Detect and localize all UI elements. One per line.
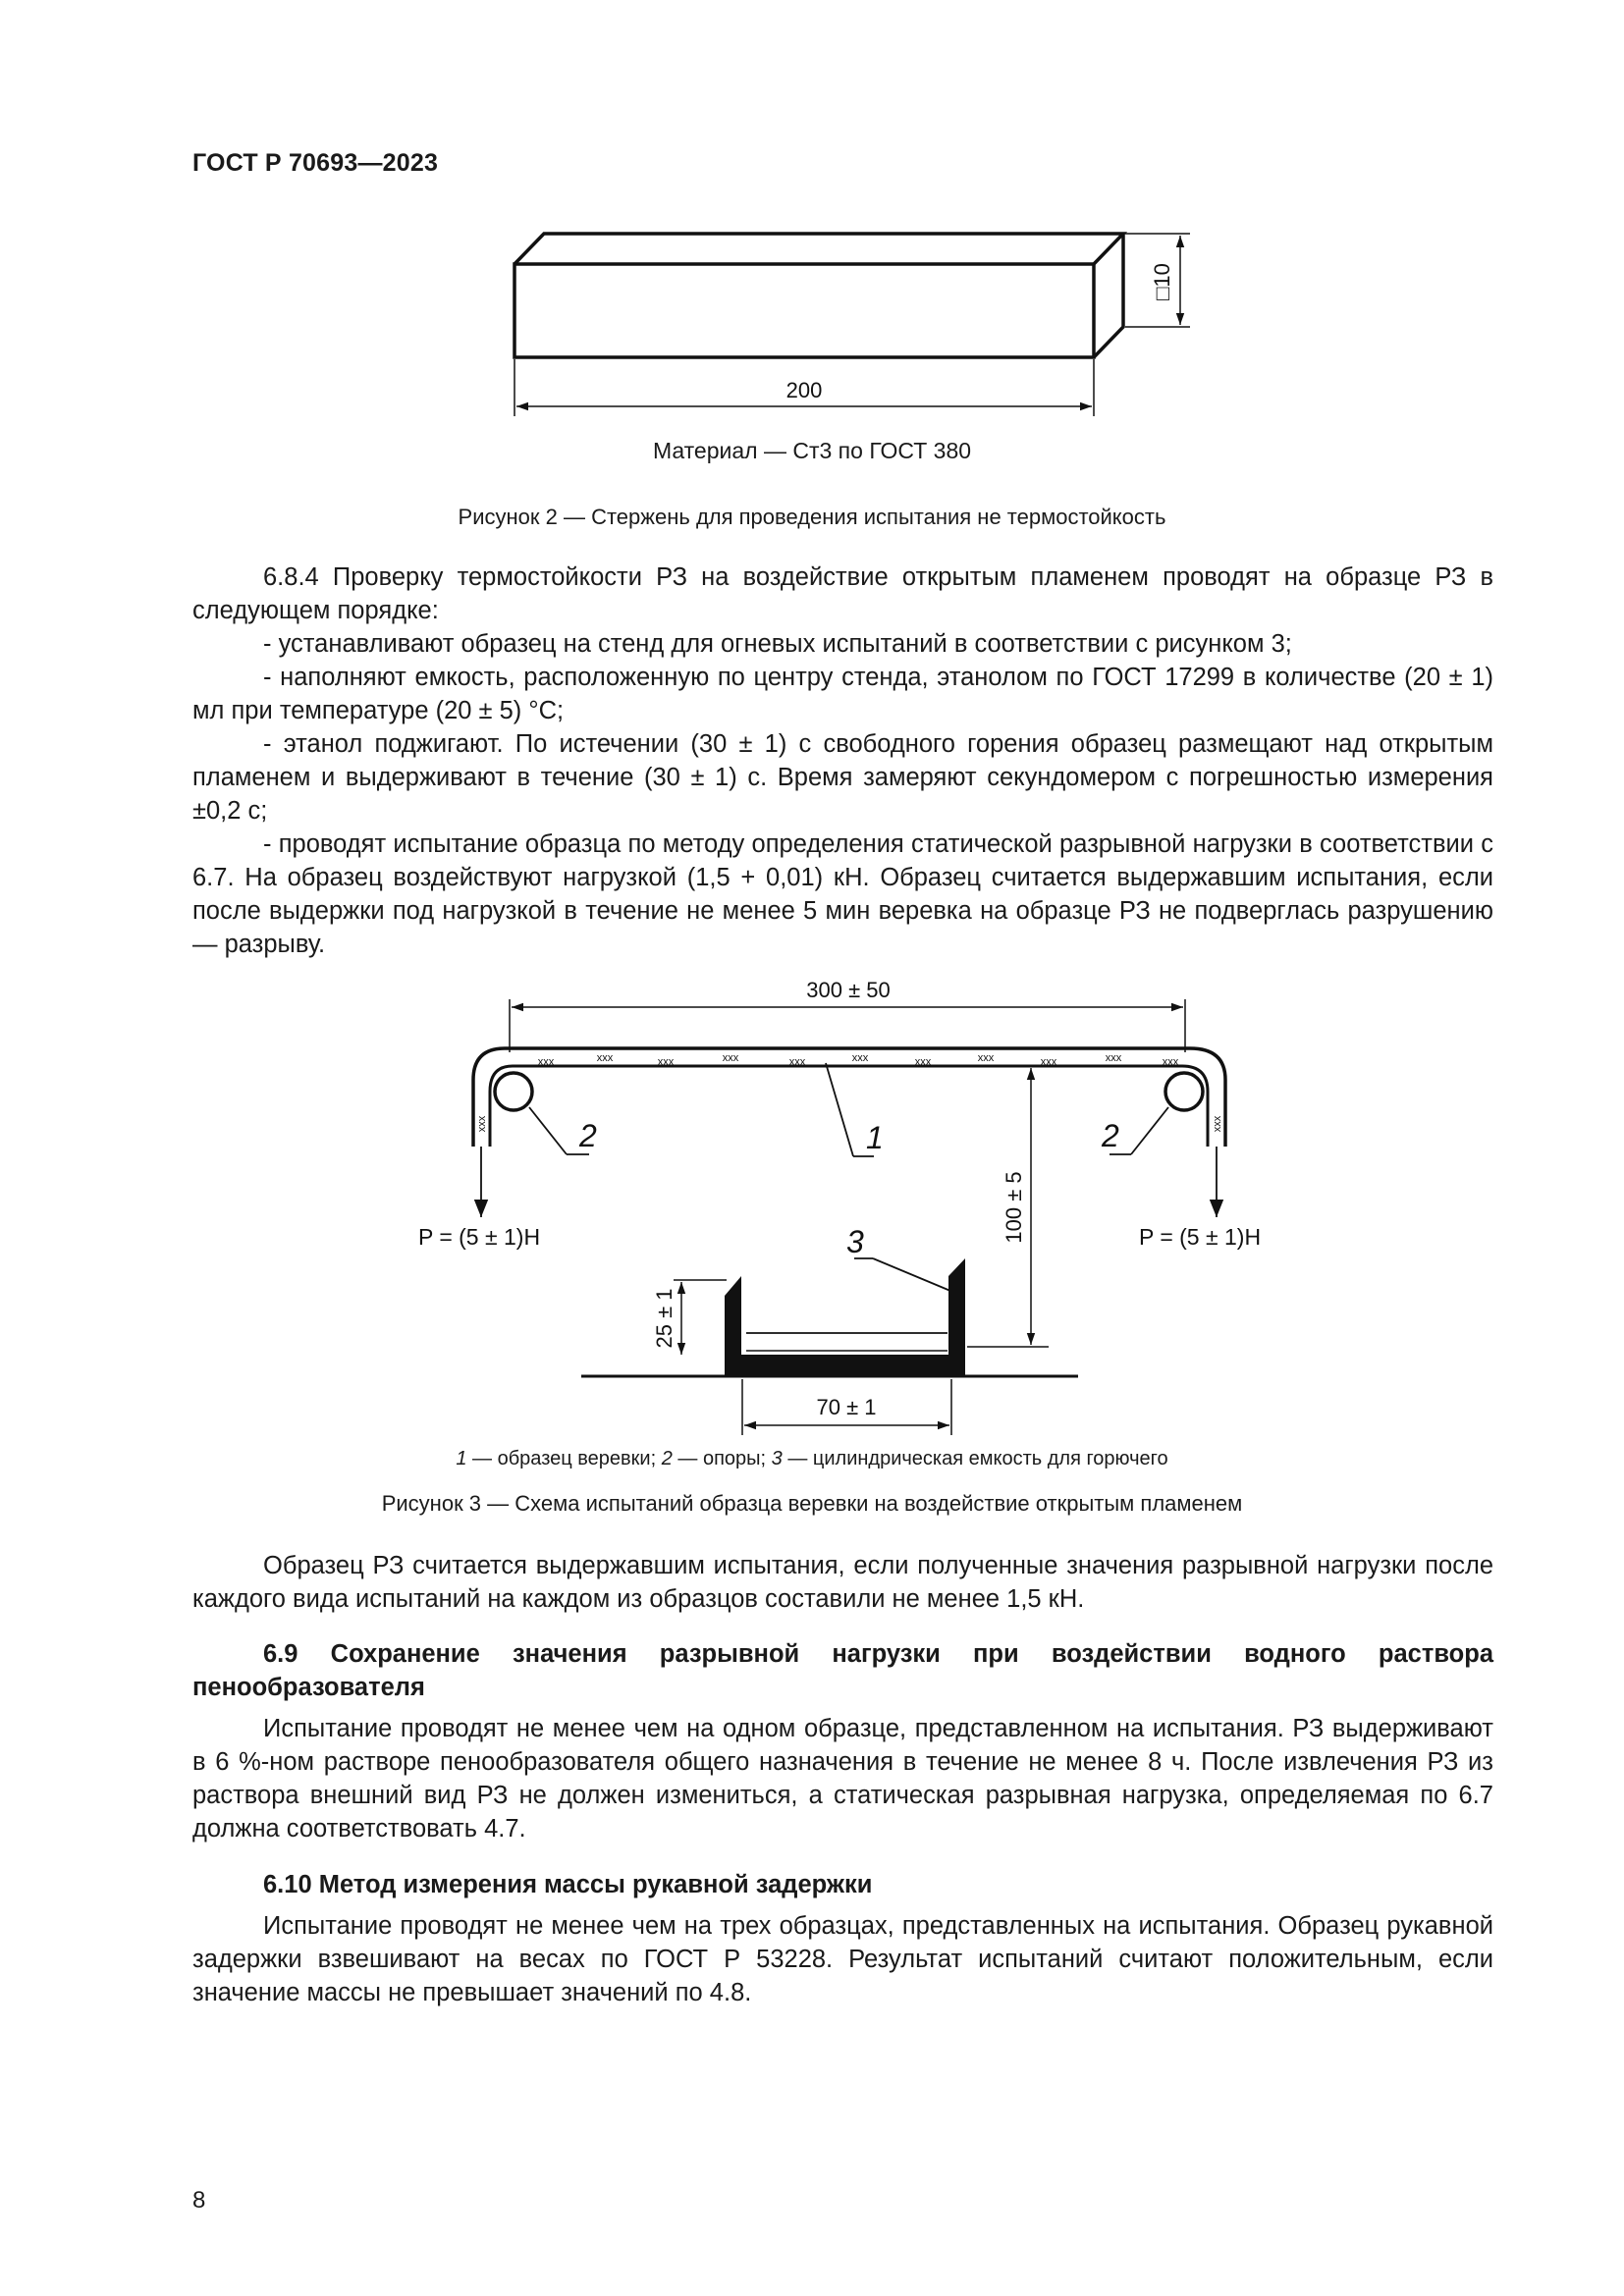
dim-wall-label: 25 ± 1 (652, 1288, 677, 1349)
dim-width-label: 70 ± 1 (816, 1395, 877, 1419)
dim-length-label: 200 (785, 378, 823, 402)
figure-3-legend: 1 — образец веревки; 2 — опоры; 3 — цилиндрическая емкость для горючего (456, 1448, 1168, 1469)
page-number: 8 (192, 2187, 206, 2214)
dim-span-label: 300 ± 50 (806, 978, 891, 1002)
svg-text:xxx: xxx (722, 1052, 739, 1064)
force-left-label: P = (5 ± 1)H (418, 1224, 541, 1250)
section-6-10-text: Испытание проводят не менее чем на трех образцах, представленных на испытания. Образец рукавной задержки взвешивают на весах по ГОСТ Р 53228. Результат испытаний считают положительным, если значение массы не превышает значений по 4.8. (192, 1912, 1493, 2006)
list-item: - проводят испытание образца по методу определения статической разрывной нагрузки в соответствии с 6.7. На образец воздействуют нагрузкой (1,5 + 0,01) кН. Образец считается выдержавшим испытания, если после выдержки под нагрузкой в течение не менее 5 мин веревка на образце РЗ не подверглась разрушению — разрыву. (192, 830, 1493, 958)
figure-2-caption: Рисунок 2 — Стержень для проведения испытания не термостойкость (458, 505, 1166, 529)
section-6-9-text: Испытание проводят не менее чем на одном образце, представленном на испытания. РЗ выдерживают в 6 %-ном растворе пенообразователя общего назначения в течение не менее 8 ч. После извлечения РЗ из раствора внешний вид РЗ не должен измениться, а статическая разрывная нагрузка, определяемая по 6.7 должна соответствовать 4.7. (192, 1715, 1493, 1842)
support-right (1165, 1073, 1203, 1110)
document-header: ГОСТ Р 70693—2023 (192, 149, 439, 177)
svg-text:xxx: xxx (657, 1056, 675, 1068)
label-2-right: 2 (1102, 1118, 1119, 1153)
label-3: 3 (846, 1224, 864, 1259)
section-6-10-heading: 6.10 Метод измерения массы рукавной задержки (263, 1871, 873, 1898)
svg-text:xxx: xxx (596, 1052, 614, 1064)
svg-text:xxx: xxx (788, 1056, 806, 1068)
figure-2-material-note: Материал — Ст3 по ГОСТ 380 (652, 438, 972, 463)
svg-text:xxx: xxx (537, 1056, 555, 1068)
svg-text:xxx: xxx (476, 1115, 488, 1133)
force-right-label: P = (5 ± 1)H (1139, 1224, 1262, 1250)
list-item: - этанол поджигают. По истечении (30 ± 1) с свободного горения образец размещают над открытым пламенем и выдерживают в течение (30 ± 1) с. Время замеряют секундомером с погрешностью измерения ±0,2 с; (192, 730, 1493, 825)
conclusion-paragraph: Образец РЗ считается выдержавшим испытания, если полученные значения разрывной нагрузки после каждого вида испытаний на каждом из образцов составили не менее 1,5 кН. (192, 1552, 1493, 1613)
svg-text:xxx: xxx (1212, 1115, 1223, 1133)
svg-text:xxx: xxx (1040, 1056, 1057, 1068)
svg-text:xxx: xxx (1105, 1052, 1122, 1064)
svg-text:xxx: xxx (977, 1052, 995, 1064)
section-6-8-4-intro: 6.8.4 Проверку термостойкости РЗ на воздействие открытым пламенем проводят на образце РЗ в следующем порядке: (192, 563, 1493, 624)
figure-3-caption: Рисунок 3 — Схема испытаний образца веревки на воздействие открытым пламенем (381, 1491, 1243, 1516)
support-left (495, 1073, 532, 1110)
section-6-10 (192, 1868, 1493, 2009)
section-6-9-heading: 6.9 Сохранение значения разрывной нагрузки при воздействии водного раствора пенообразователя (192, 1640, 1493, 1701)
dim-section-label: □10 (1150, 263, 1174, 300)
svg-text:xxx: xxx (851, 1052, 869, 1064)
dim-height-label: 100 ± 5 (1001, 1171, 1026, 1244)
list-item: - устанавливают образец на стенд для огневых испытаний в соответствии с рисунком 3; (263, 630, 1292, 658)
fuel-container (725, 1258, 965, 1376)
section-6-9 (192, 1637, 1493, 1845)
svg-text:xxx: xxx (1162, 1056, 1179, 1068)
svg-text:xxx: xxx (914, 1056, 932, 1068)
list-item: - наполняют емкость, расположенную по центру стенда, этанолом по ГОСТ 17299 в количестве (20 ± 1) мл при температуре (20 ± 5) °С; (192, 664, 1493, 724)
label-2-left: 2 (579, 1118, 597, 1153)
label-1: 1 (866, 1120, 884, 1155)
